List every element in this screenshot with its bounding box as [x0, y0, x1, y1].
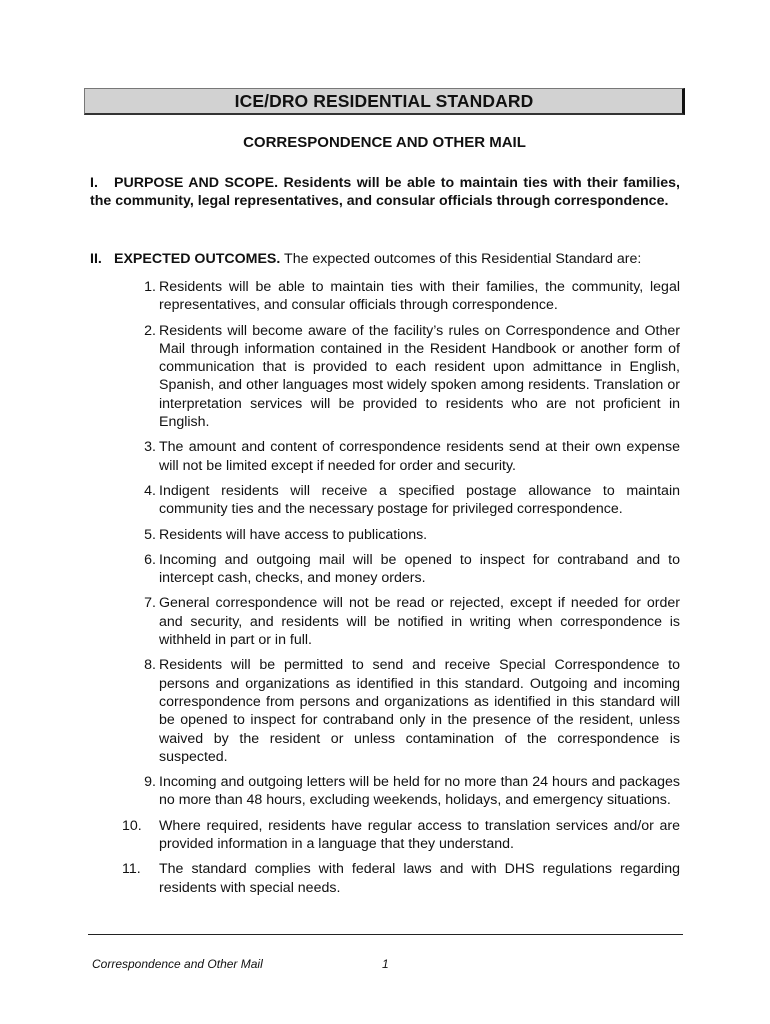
- list-item-text: The standard complies with federal laws and with DHS regulations regarding residents with special needs.: [159, 861, 680, 896]
- footer-title: Correspondence and Other Mail: [92, 957, 263, 971]
- page-number: 1: [382, 957, 389, 971]
- list-item-number: 1.: [144, 279, 156, 295]
- list-item-text: Incoming and outgoing mail will be opened to inspect for contraband and to intercept cash, checks, and money orders.: [159, 551, 680, 587]
- title-banner: [84, 88, 685, 115]
- list-item: [130, 551, 680, 588]
- list-item: [122, 860, 680, 897]
- list-item-text: The amount and content of correspondence residents send at their own expense will not be limited except if needed for order and security.: [159, 439, 680, 474]
- purpose-section-number: I.: [90, 175, 98, 191]
- list-item-number: 11.: [122, 861, 141, 878]
- list-item-text: Incoming and outgoing letters will be held for no more than 24 hours and packages no more than 48 hours, excluding weekends, holidays, and emergency situations.: [159, 774, 680, 809]
- document-subtitle: CORRESPONDENCE AND OTHER MAIL: [243, 134, 526, 151]
- outcomes-section-intro: The expected outcomes of this Residential Standard are:: [280, 251, 642, 267]
- list-item: [130, 278, 680, 315]
- purpose-section-text: PURPOSE AND SCOPE. Residents will be able to maintain ties with their families, the community, legal representatives, and consular officials through correspondence.: [90, 175, 680, 210]
- list-item-text: Residents will be able to maintain ties with their families, the community, legal representatives, and consular officials through correspondence.: [159, 279, 680, 314]
- list-item-text: Residents will be permitted to send and receive Special Correspondence to persons and organizations as identified in this standard. Outgoing and incoming correspondence from persons and organizations as identified in this standard will be opened to inspect for contraband only in the presence of the resident, unless waived by the resident or unless contamination of the correspondence is suspected.: [159, 657, 680, 765]
- list-item: [122, 817, 680, 854]
- list-item-number: 7.: [144, 595, 156, 612]
- outcomes-section: [90, 250, 680, 268]
- footer-divider: [88, 934, 683, 935]
- list-item-text: Indigent residents will receive a specified postage allowance to maintain community ties and the necessary postage for privileged correspondence.: [159, 482, 680, 518]
- list-item-text: Residents will become aware of the facility’s rules on Correspondence and Other Mail through information contained in the Resident Handbook or another form of communication that is provided to each resident upon admittance in English, Spanish, and other languages most widely spoken among residents. Translation or interpretation services will be provided to residents who are not proficient in English.: [159, 322, 680, 431]
- outcomes-section-heading: EXPECTED OUTCOMES.: [114, 251, 281, 267]
- list-item-number: 5.: [144, 526, 156, 543]
- list-item-number: 10.: [122, 817, 142, 834]
- list-item: [130, 482, 680, 519]
- list-item: [130, 656, 680, 766]
- list-item-number: 8.: [144, 657, 156, 674]
- list-item-text: Where required, residents have regular access to translation services and/or are provided information in a language that they understand.: [159, 817, 680, 853]
- list-item: [130, 438, 680, 475]
- list-item-number: 6.: [144, 551, 156, 568]
- list-item-number: 9.: [144, 774, 156, 791]
- document-title: ICE/DRO RESIDENTIAL STANDARD: [234, 91, 534, 111]
- purpose-section: [90, 174, 680, 211]
- list-item-text: Residents will have access to publications.: [159, 526, 428, 543]
- list-item-number: 4.: [144, 482, 156, 499]
- list-item-number: 2.: [144, 322, 156, 339]
- list-item: [130, 773, 680, 810]
- list-item: [130, 526, 680, 544]
- list-item-number: 3.: [144, 439, 156, 456]
- list-item: [130, 594, 680, 649]
- outcomes-list: [122, 278, 680, 904]
- outcomes-section-number: II.: [90, 251, 102, 267]
- list-item-text: General correspondence will not be read or rejected, except if needed for order and security, and residents will be notified in writing when correspondence is withheld in part or in full.: [159, 595, 680, 649]
- list-item: [130, 322, 680, 432]
